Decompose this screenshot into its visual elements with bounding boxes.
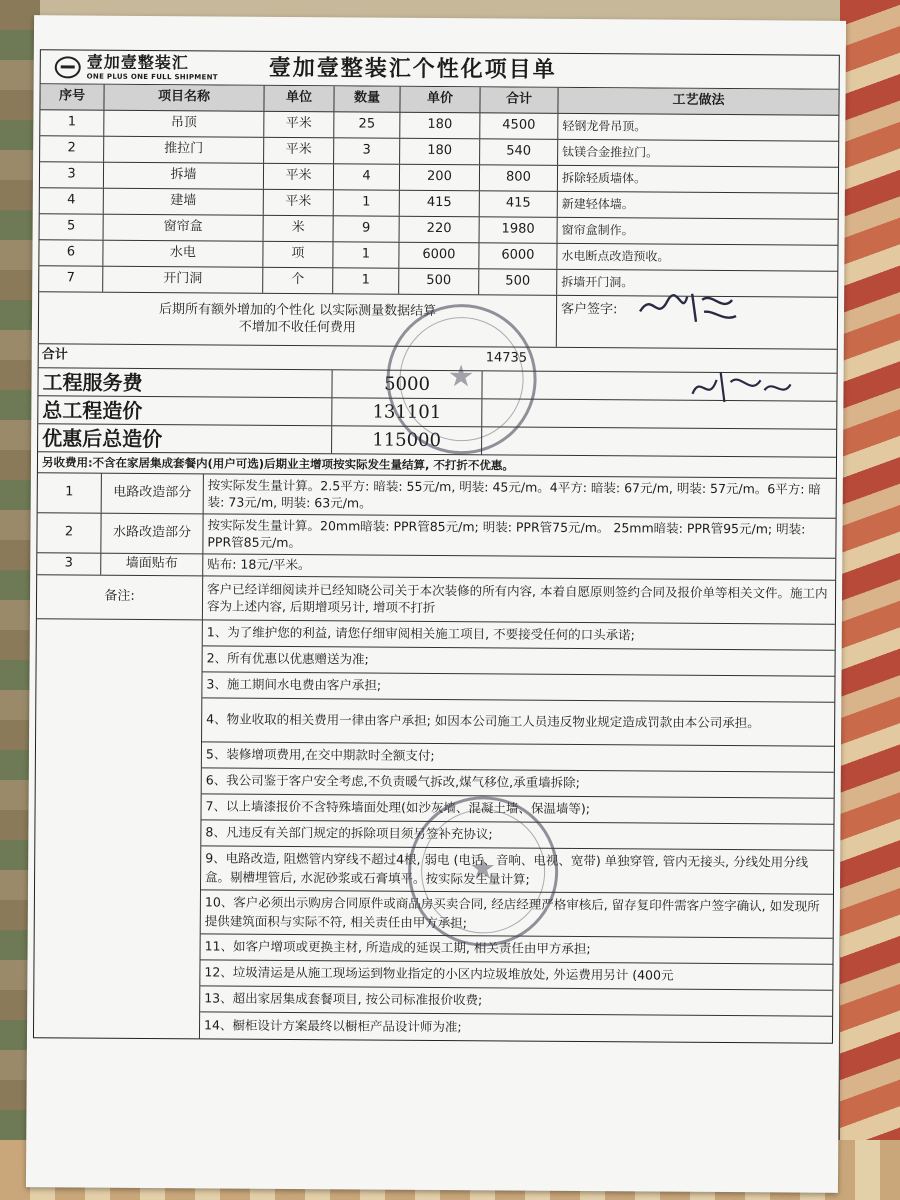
fee-number: 3 (37, 553, 101, 574)
terms-item: 1、为了维护您的利益, 请您仔细审阅相关施工项目, 不要接受任何的口头承诺; (203, 620, 835, 650)
paper-sheet (26, 15, 846, 1193)
background-right (840, 0, 900, 1200)
item-price: 220 (400, 217, 480, 243)
document-title: 壹加壹整装汇个性化项目单 (268, 55, 557, 84)
service-fee-label: 工程服务费 (38, 368, 332, 397)
fee-number: 2 (37, 513, 101, 552)
item-total: 800 (480, 165, 558, 191)
item-unit: 项 (263, 242, 333, 267)
remarks-row (37, 575, 835, 625)
col-header-price: 单价 (400, 87, 480, 113)
item-unit: 平米 (264, 190, 334, 215)
extra-fee-note: 另收费用:不含在家居集成套餐内(用户可选)后期业主增项按实际发生量结算, 不打折不优惠。 (41, 454, 515, 473)
item-number: 7 (39, 266, 103, 291)
customer-signature-mark (632, 281, 742, 332)
terms-item: 12、垃圾清运是从施工现场运到物业指定的小区内垃圾堆放处, 外运费用另计 (400元 (200, 960, 832, 990)
subtotal-value: 14735 (485, 350, 528, 366)
company-seal-stamp-lower (408, 796, 559, 947)
service-fee-value: 5000 (332, 370, 482, 398)
item-method: 水电断点改造预收。 (561, 248, 670, 264)
col-header-qty: 数量 (334, 86, 400, 111)
item-qty: 1 (334, 190, 400, 215)
item-unit: 平米 (264, 138, 334, 163)
col-header-no: 序号 (40, 84, 104, 109)
sign-label: 客户签字: (561, 301, 618, 318)
terms-item: 6、我公司鉴于客户安全考虑,不负责暖气拆改,煤气移位,承重墙拆除; (202, 768, 834, 798)
item-method: 轻钢龙骨吊顶。 (562, 118, 647, 134)
item-number: 2 (40, 136, 104, 161)
fee-name: 墙面贴布 (101, 554, 203, 576)
grand-total-label: 总工程造价 (38, 396, 332, 425)
terms-item: 13、超出家居集成套餐项目, 按公司标准报价收费; (200, 986, 832, 1016)
col-header-name: 项目名称 (104, 85, 264, 111)
item-number: 4 (40, 188, 104, 213)
item-name: 拆墙 (104, 163, 264, 189)
fee-row-electrical (38, 473, 836, 519)
item-price: 200 (400, 165, 480, 191)
terms-item: 5、装修增项费用,在交中期款时全额支付; (202, 742, 834, 772)
terms-item: 11、如客户增项或更换主材, 所造成的延误工期, 相关责任由甲方承担; (201, 934, 833, 964)
item-method: 窗帘盒制作。 (561, 222, 634, 238)
item-qty: 1 (333, 268, 399, 293)
form-header (41, 50, 839, 90)
item-total: 4500 (480, 113, 558, 139)
terms-item: 8、凡违反有关部门规定的拆除项目须另签补充协议; (201, 820, 833, 850)
item-name: 开门洞 (103, 267, 263, 293)
item-total: 415 (480, 191, 558, 217)
item-number: 1 (40, 110, 104, 135)
remarks-label: 备注: (37, 575, 203, 619)
terms-item: 10、客户必须出示购房合同原件或商品房买卖合同, 经店经理严格审核后, 留存复印件需客户签字确认, 如发现所提供建筑面积与实际不符, 相关责任由甲方承担; (201, 890, 833, 938)
item-number: 3 (40, 162, 104, 187)
item-qty: 25 (334, 112, 400, 137)
item-name: 水电 (103, 241, 263, 267)
company-seal-stamp (386, 304, 537, 455)
item-price: 6000 (399, 243, 479, 269)
logo-chinese-name: 壹加壹整装汇 (86, 52, 189, 72)
fee-description: 按实际发生量计算。2.5平方: 暗装: 55元/m, 明装: 45元/m。4平方: 暗装: 67元/m, 明装: 57元/m。6平方: 暗装: 73元/m, 明装: 63元/m。 (207, 477, 822, 511)
terms-item: 7、以上墙漆报价不含特殊墙面处理(如沙灰墙、混凝土墙、保温墙等); (201, 794, 833, 824)
item-qty: 4 (334, 164, 400, 189)
item-number: 5 (40, 214, 104, 239)
logo-emblem-icon (55, 56, 81, 78)
company-logo (41, 50, 263, 85)
item-qty: 3 (334, 138, 400, 163)
item-name: 窗帘盒 (104, 215, 264, 241)
item-name: 建墙 (104, 189, 264, 215)
logo-english-name: ONE PLUS ONE FULL SHIPMENT (86, 72, 218, 82)
item-method: 拆墙开门洞。 (561, 274, 634, 290)
notes-line-1: 后期所有额外增加的个性化 以实际测量数据结算 (158, 301, 437, 319)
fee-name: 电路改造部分 (102, 474, 204, 514)
item-method: 新建轻体墙。 (561, 196, 634, 212)
item-unit: 个 (263, 268, 333, 293)
item-unit: 平米 (264, 112, 334, 137)
item-name: 推拉门 (104, 137, 264, 163)
fee-number: 1 (38, 473, 102, 512)
subtotal-label: 合计 (41, 347, 68, 363)
notes-line-2: 不增加不收任何费用 (238, 319, 356, 335)
remarks-text: 客户已经详细阅读并已经知晓公司关于本次装修的所有内容, 本着自愿原则签约合同及报价单等相关文件。施工内容为上述内容, 后期增项另计, 增项不打折 (206, 581, 828, 615)
item-qty: 9 (334, 216, 400, 241)
grand-total-value: 131101 (332, 398, 482, 426)
item-total: 1980 (480, 217, 558, 243)
terms-item: 2、所有优惠以优惠赠送为准; (203, 646, 835, 676)
terms-item: 14、橱柜设计方案最终以橱柜产品设计师为准; (204, 1017, 462, 1035)
item-price: 180 (400, 139, 480, 165)
item-number: 6 (39, 240, 103, 265)
fee-description: 贴布: 18元/平米。 (207, 556, 311, 573)
fee-description: 按实际发生量计算。20mm暗装: PPR管85元/m; 明装: PPR管75元/m。 25mm暗装: PPR管95元/m; 明装: PPR管85元/m。 (207, 517, 806, 550)
col-header-method: 工艺做法 (672, 92, 725, 109)
discount-total-value: 115000 (332, 426, 482, 454)
terms-item: 4、物业收取的相关费用一律由客户承担; 如因本公司施工人员违反物业规定造成罚款由本公司承担。 (202, 698, 834, 746)
discount-total-label: 优惠后总造价 (38, 424, 332, 453)
fee-row-plumbing (37, 513, 835, 559)
col-header-total: 合计 (480, 87, 558, 113)
terms-item: 3、施工期间水电费由客户承担; (202, 672, 834, 702)
col-header-unit: 单位 (264, 86, 334, 111)
item-method: 拆除轻质墙体。 (561, 170, 647, 186)
item-name: 吊顶 (104, 111, 264, 137)
item-total: 500 (479, 269, 557, 295)
item-method: 钛镁合金推拉门。 (562, 144, 659, 160)
item-price: 415 (400, 191, 480, 217)
terms-item: 9、电路改造, 阻燃管内穿线不超过4根, 弱电 (电话、音响、电视、宽带) 单独穿管, 管内无接头, 分线处用分线盒。剔槽埋管后, 水泥砂浆或石膏填平。按实际发生量计算; (201, 846, 833, 894)
item-unit: 平米 (264, 164, 334, 189)
fee-name: 水路改造部分 (101, 514, 203, 554)
second-signature-mark (686, 360, 796, 411)
item-price: 500 (399, 269, 479, 295)
item-total: 540 (480, 139, 558, 165)
item-price: 180 (400, 113, 480, 139)
item-total: 6000 (479, 243, 557, 269)
item-qty: 1 (333, 242, 399, 267)
item-unit: 米 (264, 216, 334, 241)
